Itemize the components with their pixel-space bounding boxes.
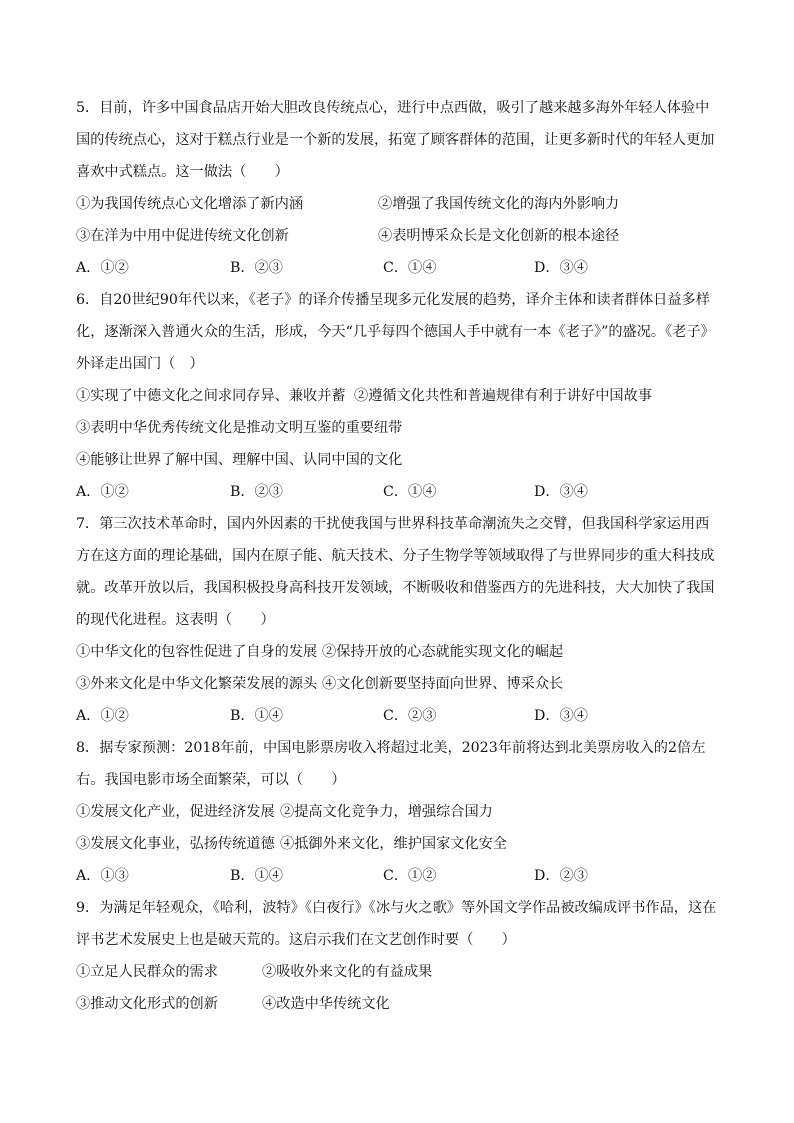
choice-d: D．③④	[534, 708, 588, 724]
answer-choices	[76, 252, 736, 284]
question-7	[0, 508, 794, 732]
option-2: ②提高文化竞争力，增强综合国力	[280, 804, 493, 820]
option-row	[76, 796, 736, 828]
option-1: ①为我国传统点心文化增添了新内涵	[76, 196, 304, 212]
choice-a: A．①③	[76, 868, 129, 884]
option-row	[76, 220, 736, 252]
choice-a: A．①②	[76, 260, 129, 276]
option-row	[76, 636, 736, 668]
option-2: ②保持开放的心态就能实现文化的崛起	[322, 644, 564, 660]
choice-d: D．③④	[534, 484, 588, 500]
choice-c: C．①②	[383, 868, 437, 884]
choice-a: A．①②	[76, 708, 129, 724]
option-2: ②遵循文化共性和普遍规律有利于讲好中国故事	[354, 388, 652, 404]
answer-choices	[76, 860, 736, 892]
question-8	[0, 732, 794, 892]
question-stem: 8．据专家预测：2018年前，中国电影票房收入将超过北美，2023年前将达到北美票房收入的2倍左右。我国电影市场全面繁荣，可以（ ）	[76, 740, 706, 788]
option-3: ③推动文化形式的创新	[76, 996, 218, 1012]
choice-b: B．②③	[230, 260, 283, 276]
question-6	[0, 284, 794, 508]
option-row	[76, 188, 736, 220]
choice-c: C．②③	[383, 708, 437, 724]
option-3: ③外来文化是中华文化繁荣发展的源头	[76, 676, 318, 692]
option-row	[76, 380, 736, 412]
question-list	[0, 92, 794, 1020]
choice-c: C．①④	[383, 260, 437, 276]
question-9	[0, 892, 794, 1020]
choice-d: D．②③	[534, 868, 588, 884]
choice-d: D．③④	[534, 260, 588, 276]
option-2: ②增强了我国传统文化的海内外影响力	[378, 196, 620, 212]
option-row	[76, 828, 736, 860]
answer-choices	[76, 700, 736, 732]
question-stem: 6．自20世纪90年代以来，《老子》的译介传播呈现多元化发展的趋势，译介主体和读者群体日益多样化，逐渐深入普通火众的生活，形成，今天“几乎每四个德国人手中就有一本《老子》”的盛况。《老子》外译走出国门（ ）	[76, 292, 715, 372]
option-1: ①中华文化的包容性促进了自身的发展	[76, 644, 318, 660]
answer-choices	[76, 476, 736, 508]
question-stem: 5．目前，许多中国食品店开始大胆改良传统点心，进行中点西做，吸引了越来越多海外年轻人体验中国的传统点心，这对于糕点行业是一个新的发展，拓宽了顾客群体的范围，让更多新时代的年轻人更加喜欢中式糕点。这一做法（ ）	[76, 100, 715, 180]
option-4: ④抵御外来文化，维护国家文化安全	[280, 836, 508, 852]
option-3: ③发展文化事业，弘扬传统道德	[76, 836, 275, 852]
option-row	[76, 412, 736, 444]
option-2: ②吸收外来文化的有益成果	[262, 964, 433, 980]
option-4: ④表明博采众长是文化创新的根本途径	[378, 228, 620, 244]
option-row	[76, 444, 736, 476]
choice-a: A．①②	[76, 484, 129, 500]
option-4: ④文化创新要坚持面向世界、博采众长	[322, 676, 564, 692]
option-row	[76, 956, 736, 988]
option-row	[76, 988, 736, 1020]
question-stem: 7．第三次技术革命时，国内外因素的干扰使我国与世界科技革命潮流失之交臂，但我国科学家运用西方在这方面的理论基础，国内在原子能、航天技术、分子生物学等领域取得了与世界同步的重大科技成就。改革开放以后，我国积极投身高科技开发领域，不断吸收和借鉴西方的先进科技，大大加快了我国的现代化进程。这表明（ ）	[76, 516, 715, 628]
question-5	[0, 92, 794, 284]
option-1: ①发展文化产业，促进经济发展	[76, 804, 275, 820]
question-stem: 9．为满足年轻观众，《哈利，波特》《白夜行》《冰与火之歌》等外国文学作品被改编成评书作品，这在评书艺术发展史上也是破天荒的。这启示我们在文艺创作时要（ ）	[76, 900, 717, 948]
option-1: ①立足人民群众的需求	[76, 964, 218, 980]
option-3: ③表明中华优秀传统文化是推动文明互鉴的重要纽带	[76, 420, 403, 436]
option-1: ①实现了中德文化之间求同存异、兼收并蓄	[76, 388, 346, 404]
choice-c: C．①④	[383, 484, 437, 500]
option-3: ③在洋为中用中促进传统文化创新	[76, 228, 289, 244]
choice-b: B．①④	[230, 708, 283, 724]
option-row	[76, 668, 736, 700]
choice-b: B．①④	[230, 868, 283, 884]
choice-b: B．②③	[230, 484, 283, 500]
option-4: ④改造中华传统文化	[262, 996, 390, 1012]
option-4: ④能够让世界了解中国、理解中国、认同中国的文化	[76, 452, 403, 468]
